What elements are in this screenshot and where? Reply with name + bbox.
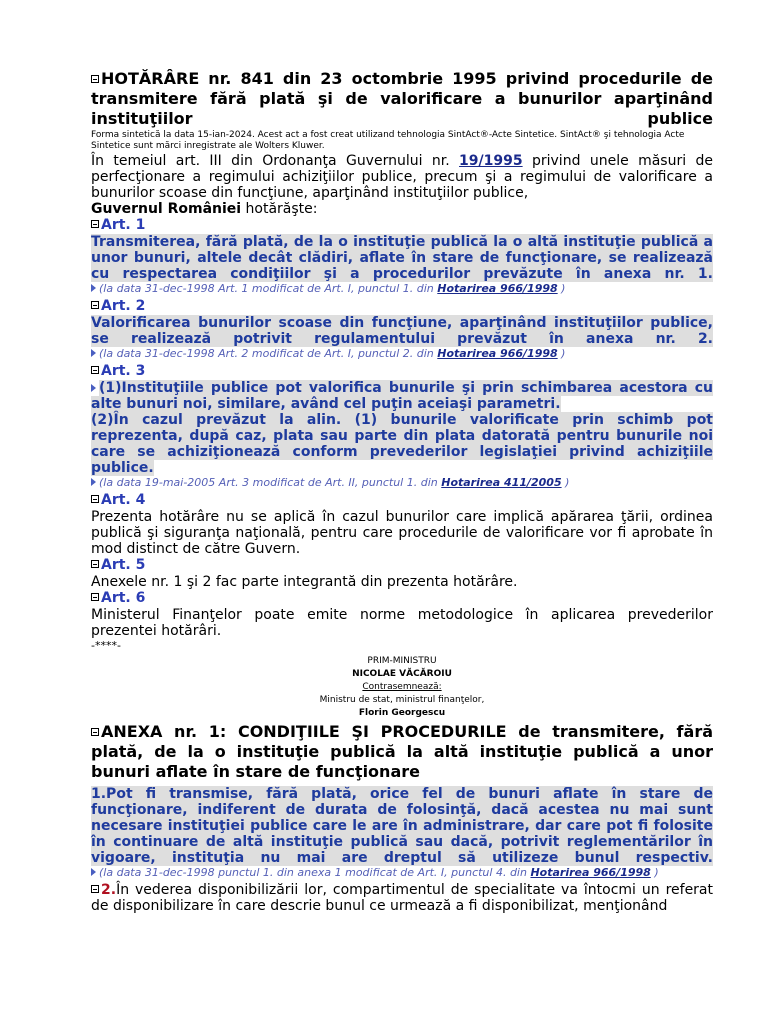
art-1-label: Art. 1 [91, 217, 713, 234]
expand-triangle-icon[interactable] [91, 868, 96, 876]
expand-triangle-icon[interactable] [91, 349, 96, 357]
art-5-label: Art. 5 [91, 557, 713, 574]
annex-1-point-1-note: (la data 31-dec-1998 punctul 1. din anexa 1 modificat de Art. I, punctul 4. din Hotarirea 966/1998 ) [91, 866, 713, 879]
art-2-label: Art. 2 [91, 298, 713, 315]
expand-triangle-icon[interactable] [91, 478, 96, 486]
countersign-name: Florin Georgescu [358, 708, 446, 718]
document-title: HOTĂRÂRE nr. 841 din 23 octombrie 1995 privind procedurile de transmitere fără plată şi de valorificare a bunurilor aparţinând instituţiilor publice [91, 69, 713, 128]
government-decides: Guvernul României hotărăşte: [91, 201, 318, 217]
hg-966-1998-link[interactable]: Hotarirea 966/1998 [437, 282, 558, 295]
art-1-text: Transmiterea, fără plată, de la o instituţie publică la o altă instituţie publică a unor bunuri, altele decât clădiri, aflate în stare de funcţionare, se realizează cu respectarea condiţiilor şi a procedurilor prevăzute în anexa nr. 1. [91, 234, 713, 282]
expand-triangle-icon[interactable] [91, 284, 96, 292]
collapse-toggle-icon[interactable] [91, 593, 99, 601]
art-3-para-1: (1)Instituţiile publice pot valorifica bunurile şi prin schimbarea acestora cu alte bunuri noi, similare, având cel puţin aceiaşi parametri. [91, 380, 713, 412]
art-3-amendment-note: (la data 19-mai-2005 Art. 3 modificat de Art. II, punctul 1. din Hotarirea 411/2005 ) [91, 476, 713, 489]
collapse-toggle-icon[interactable] [91, 495, 99, 503]
art-3-para-2: (2)În cazul prevăzut la alin. (1) bunurile valorificate prin schimb pot reprezenta, după caz, plata sau parte din plata datorată pentru bunurile noi care se achiziţionează conform prevederilor legislaţiei privind achiziţiile publice. [91, 412, 713, 476]
art-2-amendment-note: (la data 31-dec-1998 Art. 2 modificat de Art. I, punctul 2. din Hotarirea 966/1998 ) [91, 347, 713, 360]
hg-966-1998-link[interactable]: Hotarirea 966/1998 [437, 347, 558, 360]
separator: -****- [91, 639, 121, 652]
expand-triangle-icon[interactable] [91, 384, 96, 392]
collapse-toggle-icon[interactable] [91, 885, 99, 893]
collapse-toggle-icon[interactable] [91, 301, 99, 309]
hg-966-1998-link[interactable]: Hotarirea 966/1998 [530, 866, 651, 879]
annex-1-point-2: 2.În vederea disponibilizării lor, compartimentul de specialitate va întocmi un referat de disponibilizare în care descrie bunul ce urmează a fi disponibilizat, menţionând [91, 882, 713, 914]
art-4-text: Prezenta hotărâre nu se aplică în cazul bunurilor care implică apărarea ţării, ordinea publică şi siguranţa naţională, pentru care procedurile de valorificare vor fi aprobate în mod distinct de către Guvern. [91, 509, 713, 557]
collapse-toggle-icon[interactable] [91, 366, 99, 374]
signature-role: PRIM-MINISTRU [367, 656, 437, 666]
annex-1-point-1: 1.Pot fi transmise, fără plată, orice fel de bunuri aflate în stare de funcţionare, indiferent de durata de folosinţă, dacă acestea nu mai sunt necesare instituţiei publice care le are în administrare, dar care pot fi folosite în continuare de altă instituţie publică sau dacă, potrivit reglementărilor în vigoare, instituţia nu mai are dreptul să utilizeze bunul respectiv. [91, 786, 713, 866]
collapse-toggle-icon[interactable] [91, 728, 99, 736]
countersign-label: Contrasemnează: [362, 682, 442, 692]
art-6-label: Art. 6 [91, 590, 713, 607]
ordinance-link[interactable]: 19/1995 [459, 153, 523, 169]
art-3-label: Art. 3 [91, 363, 713, 380]
art-5-text: Anexele nr. 1 şi 2 fac parte integrantă din prezenta hotărâre. [91, 574, 518, 590]
art-2-text: Valorificarea bunurilor scoase din funcţiune, aparţinând instituţiilor publice, se realizează potrivit regulamentului prevăzut în anexa nr. 2. [91, 315, 713, 347]
art-4-label: Art. 4 [91, 492, 713, 509]
countersign-minister: Ministru de stat, ministrul finanţelor, [319, 695, 485, 705]
art-6-text: Ministerul Finanţelor poate emite norme metodologice în aplicarea prevederilor prezentei hotărâri. [91, 607, 713, 639]
collapse-toggle-icon[interactable] [91, 75, 99, 83]
annex-1-title: ANEXA nr. 1: CONDIŢIILE ŞI PROCEDURILE de transmitere, fără plată, de la o instituţie publică la altă instituţie publică a unor bunuri aflate în stare de funcţionare [91, 722, 713, 781]
synthetic-form-note: Forma sintetică la data 15-ian-2024. Acest act a fost creat utilizand tehnologia SintAct®-Acte Sintetice. SintAct® şi tehnologia Acte Sintetice sunt mărci inregistrate ale Wolters Kluwer. [91, 130, 685, 151]
preamble: În temeiul art. III din Ordonanţa Guvernului nr. 19/1995 privind unele măsuri de perfecţionare a regimului achiziţiilor publice, precum şi a regimului de valorificare a bunurilor scoase din funcţiune, aparţinând instituţiilor publice, [91, 153, 713, 201]
signature-block [91, 655, 713, 720]
collapse-toggle-icon[interactable] [91, 560, 99, 568]
document [91, 69, 713, 914]
hg-411-2005-link[interactable]: Hotarirea 411/2005 [441, 476, 562, 489]
signature-name: NICOLAE VĂCĂROIU [352, 669, 452, 679]
art-1-amendment-note: (la data 31-dec-1998 Art. 1 modificat de Art. I, punctul 1. din Hotarirea 966/1998 ) [91, 282, 713, 295]
collapse-toggle-icon[interactable] [91, 220, 99, 228]
